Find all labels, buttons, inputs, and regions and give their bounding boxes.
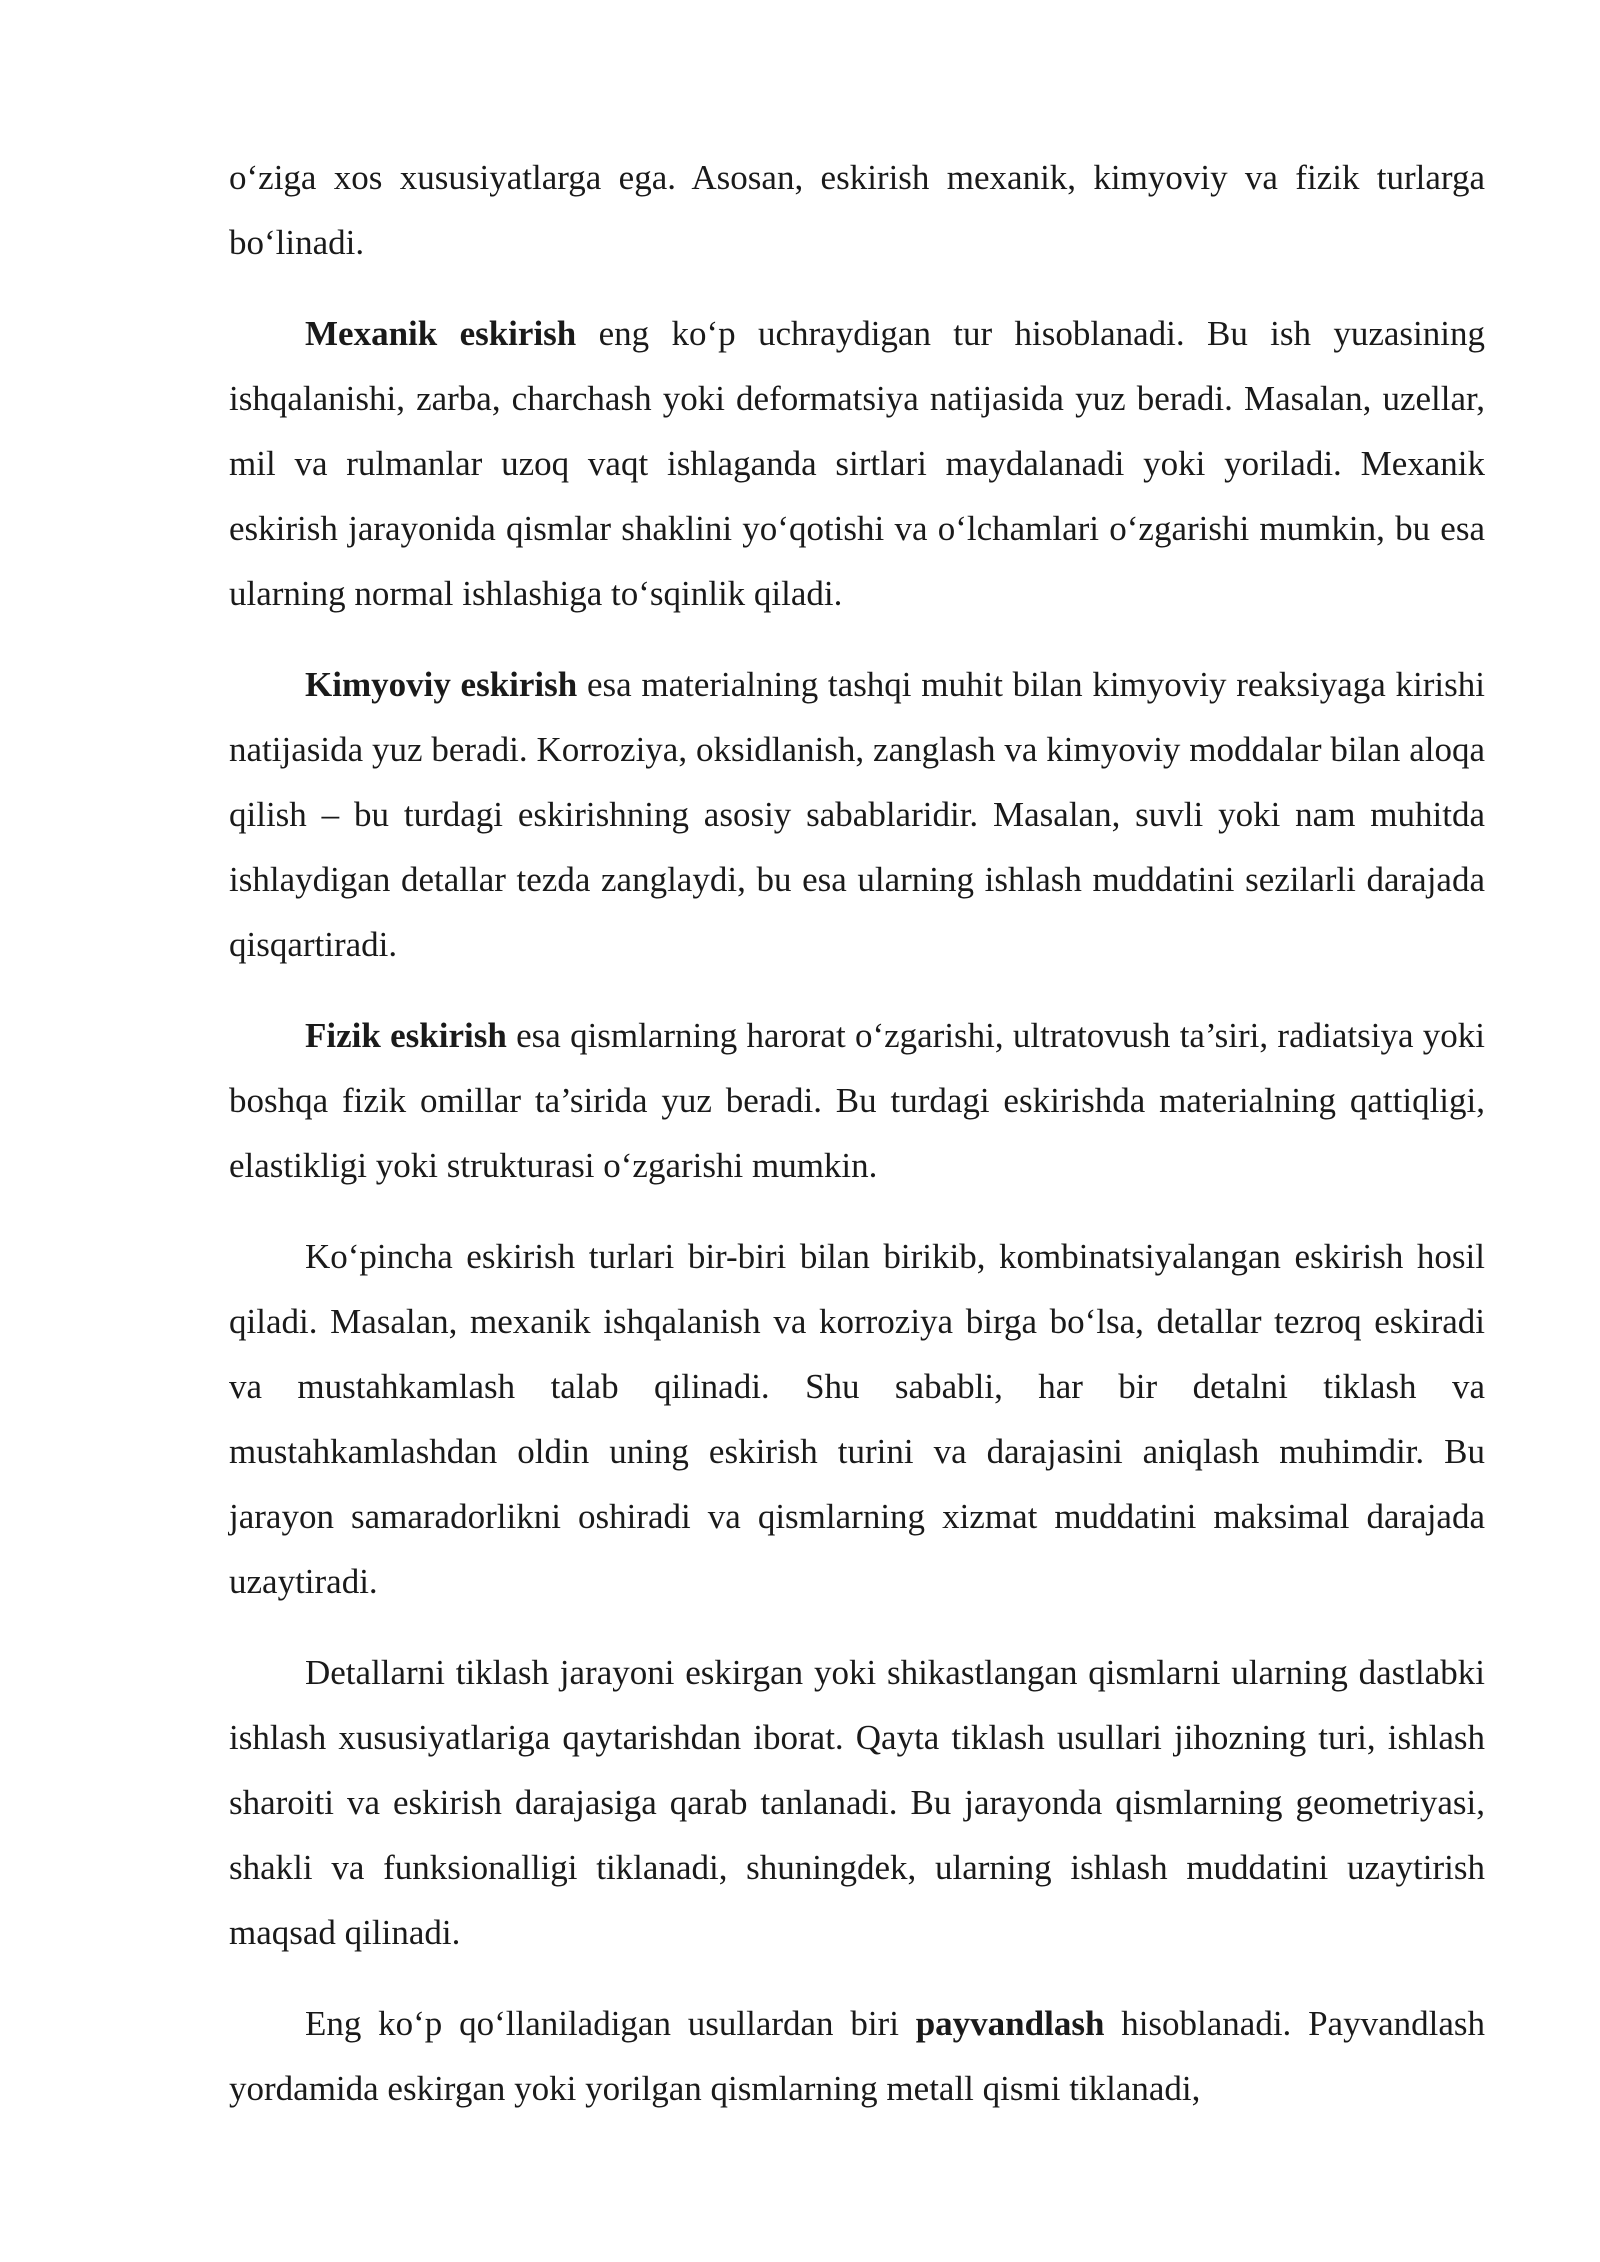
paragraph-7-text: hisoblanadi. Payvandlash yordamida eskirgan yoki yorilgan qismlarning metall qismi tiklanadi, — [229, 2004, 1486, 2108]
term-mexanik-eskirish: Mexanik eskirish — [305, 314, 577, 353]
paragraph-3-text: esa materialning tashqi muhit bilan kimyoviy reaksiyaga kirishi natijasida yuz beradi. Korroziya, oksidlanish, zanglash va kimyoviy moddalar bilan aloqa qilish – bu turdagi eskirishning asosiy sabablaridir. Masalan, suvli yoki nam muhitda ishlaydigan detallar tezda zanglaydi, bu esa ularning ishlash muddatini sezilarli darajada qisqartiradi. — [229, 665, 1485, 964]
paragraph-5-text: Ko‘pincha eskirish turlari bir-biri bilan birikib, kombinatsiyalangan eskirish hosil qiladi. Masalan, mexanik ishqalanish va korroziya birga bo‘lsa, detallar tezroq eskiradi va mustahkamlash talab qilinadi. Shu sababli, har bir detalni tiklash va mustahkamlashdan oldin uning eskirish turini va darajasini aniqlash muhimdir. Bu jarayon samaradorlikni oshiradi va qismlarning xizmat muddatini maksimal darajada uzaytiradi. — [229, 1237, 1485, 1601]
paragraph-2-text: eng ko‘p uchraydigan tur hisoblanadi. Bu ish yuzasining ishqalanishi, zarba, charchash yoki deformatsiya natijasida yuz beradi. Masalan, uzellar, mil va rulmanlar uzoq vaqt ishlaganda sirtlari maydalanadi yoki yoriladi. Mexanik eskirish jarayonida qismlar shaklini yo‘qotishi va o‘lchamlari o‘zgarishi mumkin, bu esa ularning normal ishlashiga to‘sqinlik qiladi. — [229, 314, 1485, 613]
paragraph-6-text: Detallarni tiklash jarayoni eskirgan yoki shikastlangan qismlarni ularning dastlabki ishlash xususiyatlariga qaytarishdan iborat. Qayta tiklash usullari jihozning turi, ishlash sharoiti va eskirish darajasiga qarab tanlanadi. Bu jarayonda qismlarning geometriyasi, shakli va funksionalligi tiklanadi, shuningdek, ularning ishlash muddatini uzaytirish maqsad qilinadi. — [229, 1653, 1485, 1952]
document-body — [229, 145, 1485, 2147]
paragraph-7-lead: Eng ko‘p qo‘llaniladigan usullardan biri — [305, 2004, 916, 2043]
paragraph-3 — [229, 652, 1485, 977]
paragraph-7 — [229, 1991, 1485, 2121]
paragraph-1-text: o‘ziga xos xususiyatlarga ega. Asosan, eskirish mexanik, kimyoviy va fizik turlarga bo‘linadi. — [229, 158, 1485, 262]
paragraph-1 — [229, 145, 1485, 275]
paragraph-4 — [229, 1003, 1485, 1198]
paragraph-2 — [229, 301, 1485, 626]
term-fizik-eskirish: Fizik eskirish — [305, 1016, 507, 1055]
term-kimyoviy-eskirish: Kimyoviy eskirish — [305, 665, 578, 704]
paragraph-4-text: esa qismlarning harorat o‘zgarishi, ultratovush ta’siri, radiatsiya yoki boshqa fizik omillar ta’sirida yuz beradi. Bu turdagi eskirishda materialning qattiqligi, elastikligi yoki strukturasi o‘zgarishi mumkin. — [229, 1016, 1485, 1185]
paragraph-5 — [229, 1224, 1485, 1614]
paragraph-6 — [229, 1640, 1485, 1965]
term-payvandlash: payvandlash — [915, 2004, 1105, 2043]
